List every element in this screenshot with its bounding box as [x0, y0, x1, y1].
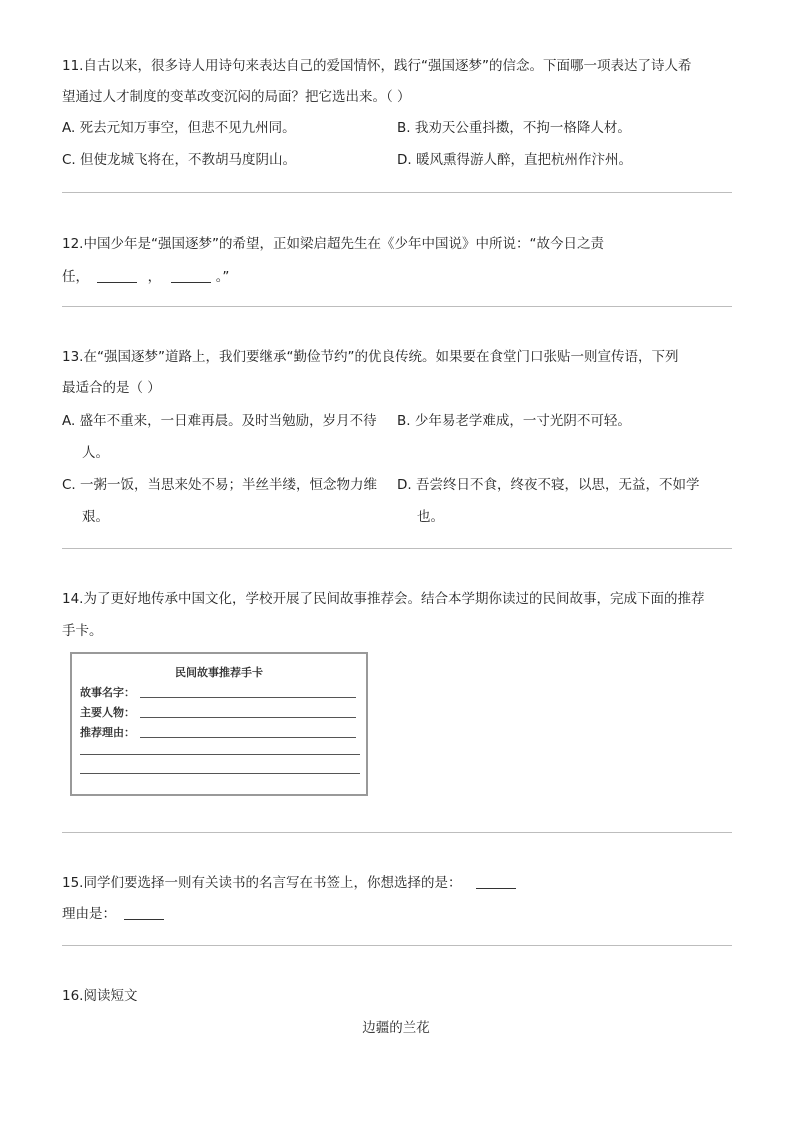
card-field-reason[interactable] [140, 737, 356, 738]
q15-stem-text: 15.同学们要选择一则有关读书的名言写在书签上，你想选择的是： [62, 875, 462, 891]
q11-stem-line2: 望通过人才制度的变革改变沉闷的局面？把它选出来。（ ） [62, 89, 411, 105]
q13-stem-line1: 13.在“强国逐梦”道路上，我们要继承“勤俭节约”的优良传统。如果要在食堂门口张贴一则宣传语，下列 [62, 349, 679, 365]
q12-stem-line1: 12.中国少年是“强国逐梦”的希望，正如梁启超先生在《少年中国说》中所说：“故今日之责 [62, 236, 604, 252]
q12-blank-2[interactable] [171, 268, 211, 283]
card-field-story-name[interactable] [140, 697, 356, 698]
recommendation-card [70, 652, 368, 796]
card-label-characters: 主要人物： [80, 706, 135, 719]
q14-stem-line2: 手卡。 [62, 623, 103, 639]
q15-stem-line1 [62, 873, 516, 893]
card-title: 民间故事推荐手卡 [175, 666, 263, 679]
card-field-characters[interactable] [140, 717, 356, 718]
q11-option-a: A. 死去元知万事空，但悲不见九州同。 [62, 120, 296, 136]
passage-title: 边疆的兰花 [362, 1020, 430, 1036]
card-field-reason-line2[interactable] [80, 754, 360, 755]
q13-option-c-line2: 艰。 [82, 509, 109, 525]
q15-blank-quote[interactable] [476, 874, 516, 889]
q16-stem: 16.阅读短文 [62, 988, 138, 1004]
q14-stem-line1: 14.为了更好地传承中国文化，学校开展了民间故事推荐会。结合本学期你读过的民间故事，完成下面的推荐 [62, 591, 705, 607]
q12-separator: ， [147, 269, 162, 285]
card-label-story-name: 故事名字： [80, 686, 135, 699]
q12-stem-line2 [62, 267, 229, 287]
q13-stem-line2: 最适合的是（ ） [62, 380, 161, 396]
q11-option-d: D. 暖风熏得游人醉，直把杭州作汴州。 [397, 152, 632, 168]
q15-reason-label: 理由是： [62, 906, 116, 922]
q15-stem-line2 [62, 904, 164, 924]
q11-stem-line1: 11.自古以来，很多诗人用诗句来表达自己的爱国情怀，践行“强国逐梦”的信念。下面哪一项表达了诗人希 [62, 58, 692, 74]
q12-stem-start: 任， [62, 269, 89, 285]
divider [62, 832, 732, 833]
q13-option-a-line2: 人。 [82, 445, 109, 461]
divider [62, 192, 732, 193]
card-field-reason-line3[interactable] [80, 773, 360, 774]
q13-option-c-line1: C. 一粥一饭，当思来处不易；半丝半缕，恒念物力维 [62, 477, 378, 493]
card-label-reason: 推荐理由： [80, 726, 135, 739]
q12-blank-1[interactable] [97, 268, 137, 283]
q11-option-b: B. 我劝天公重抖擞，不拘一格降人材。 [397, 120, 631, 136]
q15-blank-reason[interactable] [124, 905, 164, 920]
q11-option-c: C. 但使龙城飞将在，不教胡马度阴山。 [62, 152, 297, 168]
divider [62, 548, 732, 549]
divider [62, 945, 732, 946]
q13-option-d-line1: D. 吾尝终日不食，终夜不寝，以思，无益，不如学 [397, 477, 700, 493]
q13-option-a-line1: A. 盛年不重来，一日难再晨。及时当勉励，岁月不待 [62, 413, 377, 429]
q13-option-d-line2: 也。 [417, 509, 444, 525]
q13-option-b: B. 少年易老学难成，一寸光阴不可轻。 [397, 413, 631, 429]
q12-end: 。” [215, 269, 230, 285]
divider [62, 306, 732, 307]
